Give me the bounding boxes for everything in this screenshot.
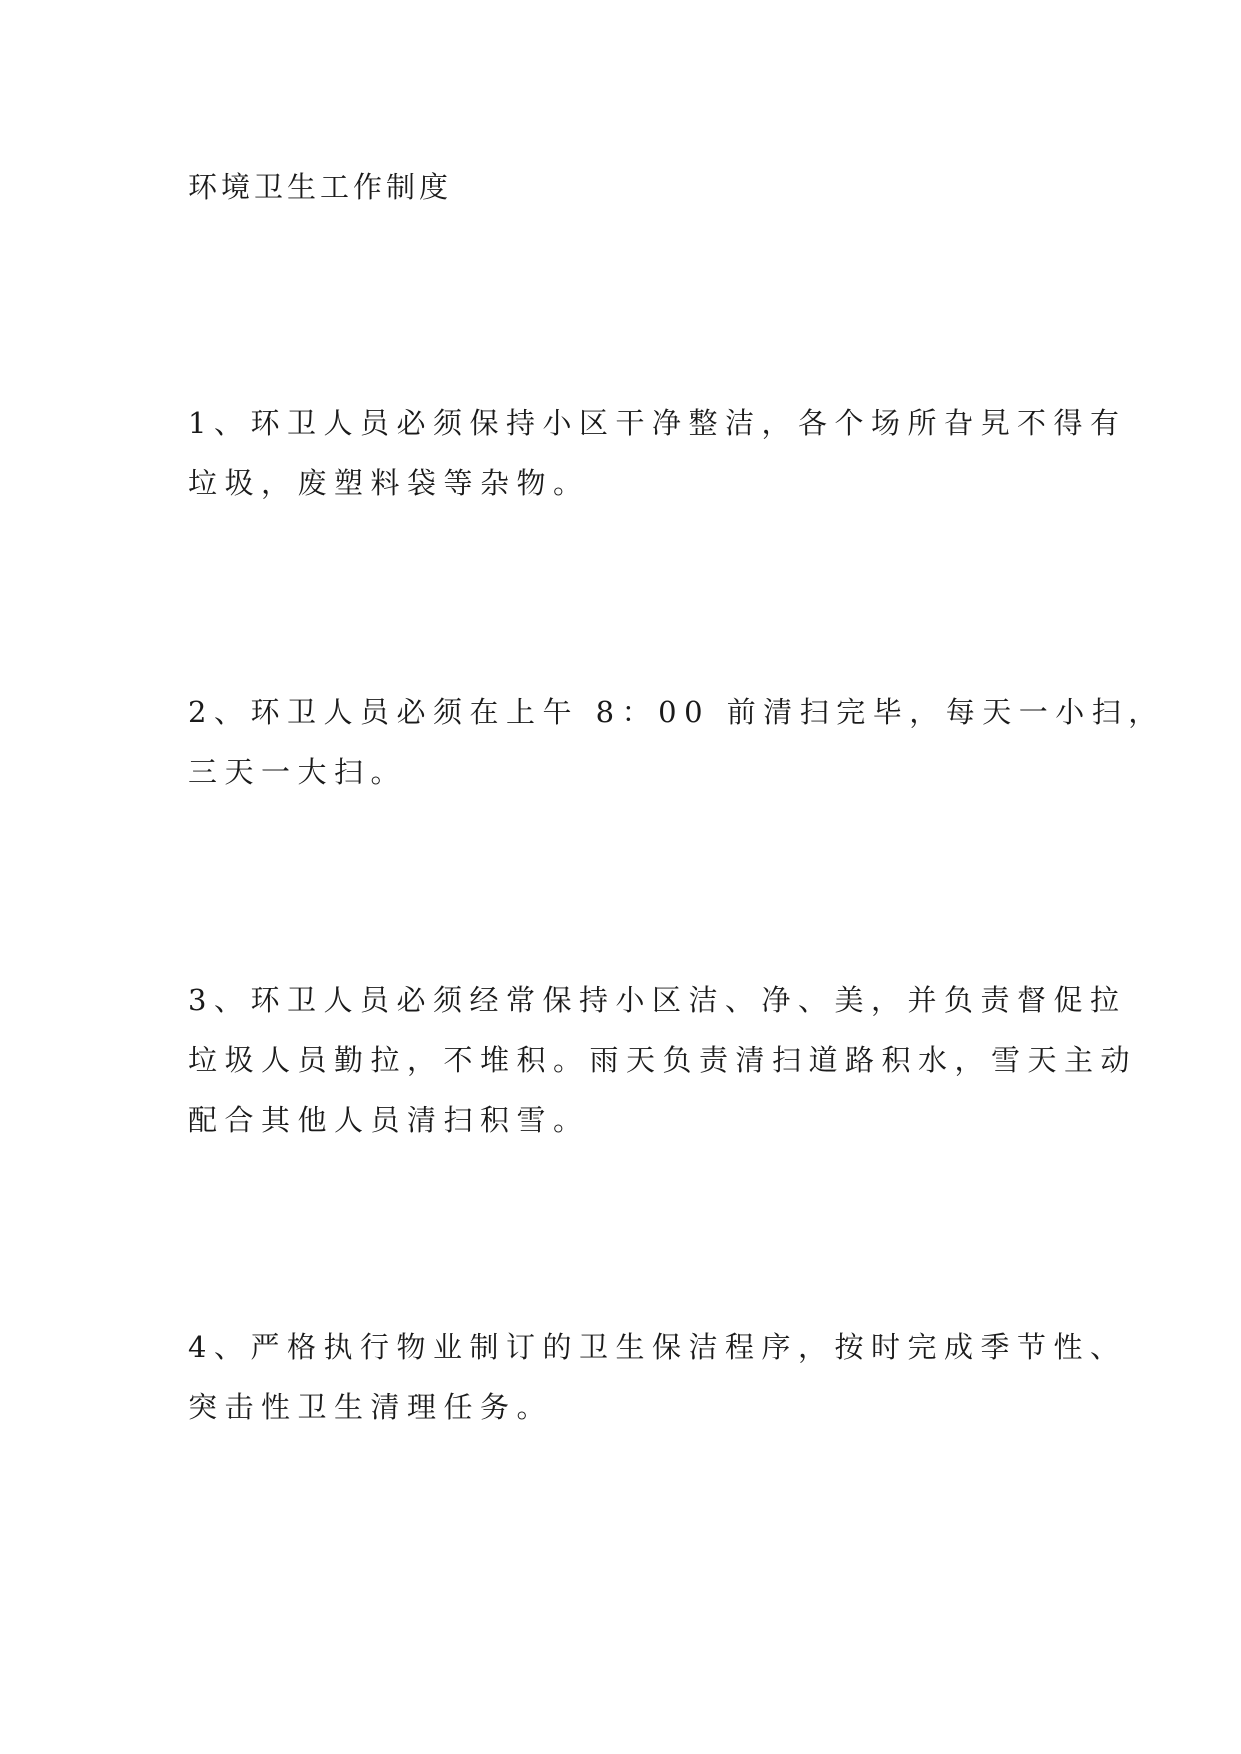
paragraph-line: 2、环卫人员必须在上午 8：00 前清扫完毕，每天一小扫， [188,695,1165,729]
page-title: 环境卫生工作制度 [188,170,453,204]
paragraph-2 [188,682,1165,802]
paragraph-line: 突击性卫生清理任务。 [188,1390,554,1424]
paragraph-3 [188,970,1138,1150]
paragraph-line: 4、严格执行物业制订的卫生保洁程序，按时完成季节性、 [188,1330,1127,1364]
paragraph-1 [188,393,1127,513]
paragraph-line: 3、环卫人员必须经常保持小区洁、净、美，并负责督促拉 [188,983,1127,1017]
paragraph-line: 垃圾，废塑料袋等杂物。 [188,466,590,500]
paragraph-line: 三天一大扫。 [188,755,408,789]
paragraph-4 [188,1317,1127,1437]
paragraph-line: 1、环卫人员必须保持小区干净整洁，各个场所旮旯不得有 [188,406,1127,440]
paragraph-line: 配合其他人员清扫积雪。 [188,1103,590,1137]
paragraph-line: 垃圾人员勤拉，不堆积。雨天负责清扫道路积水，雪天主动 [188,1043,1138,1077]
